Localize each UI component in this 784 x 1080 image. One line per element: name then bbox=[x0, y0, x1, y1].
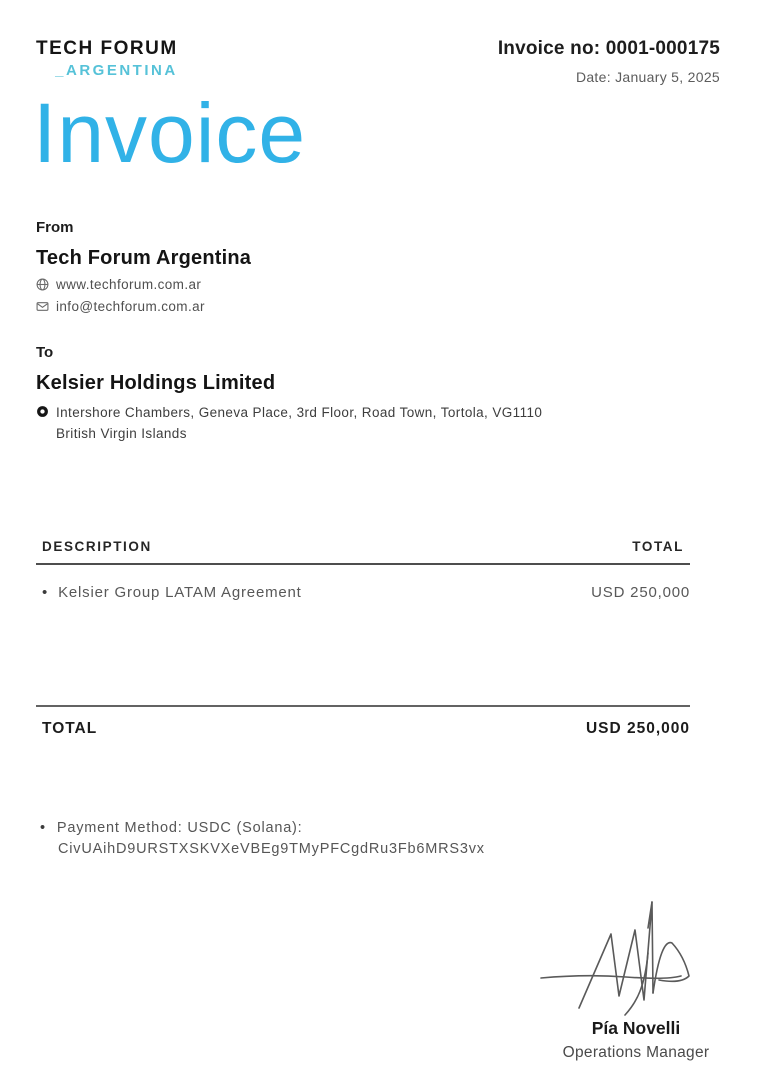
to-address-line-2 bbox=[36, 426, 720, 441]
invoice-number: Invoice no: 0001-000175 bbox=[497, 38, 720, 59]
total-label: TOTAL bbox=[42, 719, 98, 737]
brand-subtitle: _ARGENTINA bbox=[55, 62, 178, 79]
signer-name: Pía Novelli bbox=[591, 1018, 681, 1038]
from-label: From bbox=[36, 218, 74, 236]
from-email: info@techforum.com.ar bbox=[56, 298, 205, 314]
wallet-address: CivUAihD9URSTXSKVXeVBEg9TMyPFCgdRu3Fb6MRS3vx bbox=[58, 840, 485, 857]
column-header-description: DESCRIPTION bbox=[42, 538, 152, 554]
location-pin-icon bbox=[36, 405, 49, 418]
brand-name: TECH FORUM bbox=[36, 38, 178, 59]
page-title: Invoice bbox=[33, 86, 307, 180]
table-header-row bbox=[36, 539, 690, 565]
to-address-2: British Virgin Islands bbox=[56, 425, 187, 441]
brand-logo bbox=[36, 38, 178, 79]
to-company-name: Kelsier Holdings Limited bbox=[36, 371, 276, 394]
invoice-date: Date: January 5, 2025 bbox=[575, 69, 720, 85]
line-item-total: USD 250,000 bbox=[591, 583, 690, 601]
payment-method: • Payment Method: USDC (Solana): bbox=[40, 818, 724, 839]
signature-block bbox=[516, 898, 756, 1062]
table-row bbox=[36, 565, 690, 601]
from-company-name: Tech Forum Argentina bbox=[36, 246, 252, 269]
line-items-table bbox=[36, 539, 690, 738]
to-address-1: Intershore Chambers, Geneva Place, 3rd Floor, Road Town, Tortola, VG1110 bbox=[56, 404, 543, 420]
from-email-line bbox=[36, 299, 720, 314]
line-item-description: • Kelsier Group LATAM Agreement bbox=[42, 584, 302, 601]
signature-scribble bbox=[531, 898, 741, 1016]
mail-icon bbox=[36, 300, 49, 313]
to-section bbox=[36, 344, 720, 441]
globe-icon bbox=[36, 278, 49, 291]
to-label: To bbox=[36, 343, 54, 361]
to-address-line bbox=[36, 405, 720, 420]
from-section bbox=[36, 219, 720, 314]
invoice-meta bbox=[498, 38, 720, 85]
page-header bbox=[0, 0, 784, 85]
signer-title: Operations Manager bbox=[562, 1044, 710, 1061]
table-spacer bbox=[36, 601, 690, 705]
payment-section bbox=[40, 818, 724, 860]
from-website: www.techforum.com.ar bbox=[56, 276, 202, 292]
table-total-row bbox=[36, 705, 690, 738]
column-header-total: TOTAL bbox=[632, 538, 684, 554]
from-website-line bbox=[36, 277, 720, 292]
total-value: USD 250,000 bbox=[585, 719, 690, 737]
